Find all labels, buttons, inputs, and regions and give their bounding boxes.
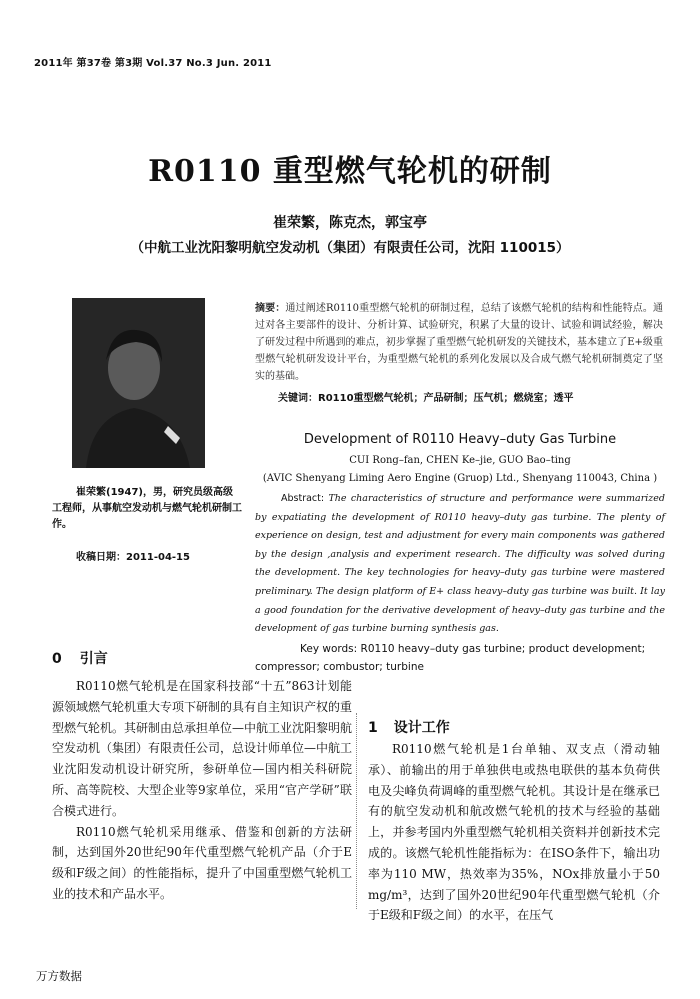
english-affiliation: (AVIC Shenyang Liming Aero Engine (Gruop) Ltd., Shenyang 110043, China ) (262, 473, 658, 484)
column-divider (356, 713, 357, 909)
section-1-para-1: R0110燃气轮机是1台单轴、双支点（滑动轴承）、前输出的用于单独供电或热电联供的基本负荷供电及尖峰负荷调峰的重型燃气轮机。其设计是在继承已有的航空发动机和航改燃气轮机的技术与经验的基础上，并参考国内外重型燃气轮机相关资料并创新技术完成的。该燃气轮机性能指标为：在ISO条件下，输出功率为110 MW，热效率为35%，NOx排放量小于50 mg/m³，达到了国外20世纪90年代重型燃气轮机（介于E级和F级之间）的水平，在压气 (368, 742, 660, 923)
english-authors: CUI Rong–fan, CHEN Ke–jie, GUO Bao–ting (349, 455, 571, 466)
keywords-en-label: Key words: (300, 643, 358, 655)
author-bio: 崔荣繁(1947)，男，研究员级高级工程师，从事航空发动机与燃气轮机研制工作。 (52, 487, 242, 530)
abstract-en-label: Abstract: (281, 493, 325, 504)
keywords-cn (278, 389, 668, 404)
section-0-heading (52, 648, 108, 668)
author-photo (72, 298, 205, 468)
section-0-number: 0 (52, 651, 62, 667)
abstract-en-text: The characteristics of structure and performance were summarized by expatiating the development of R0110 heavy–duty gas turbine. The plenty of experience on design, test and adjustment for every main components was gathered by the design ,analysis and experiment research. The difficulty was solved during the development. The key technologies for heavy–duty gas turbine were mastered preliminary. The design platform of E+ class heavy–duty gas turbine was built. It lay a good foundation for the derivative development of heavy–duty gas turbine and the development of gas turbine burning synthesis gas. (255, 493, 665, 635)
section-0-title: 引言 (79, 651, 108, 667)
abstract-cn-text: 通过阐述R0110重型燃气轮机的研制过程，总结了该燃气轮机的结构和性能特点。通过对各主要部件的设计、分析计算、试验研究，积累了大量的设计、试验和调试经验，解决了研发过程中所遇到的难点，初步掌握了重型燃气轮机研发的关键技术，基本建立了E+级重型燃气轮机研发设计平台，为重型燃气轮机的系列化发展以及合成气燃气轮机研制奠定了坚实的基础。 (255, 303, 664, 382)
section-1-heading (368, 717, 450, 737)
keywords-en-text: R0110 heavy–duty gas turbine; product development; compressor; combustor; turbine (255, 643, 646, 673)
author-portrait-image (72, 298, 205, 468)
affiliation: （中航工业沈阳黎明航空发动机（集团）有限责任公司，沈阳 110015） (130, 240, 570, 256)
section-0-body (52, 676, 352, 905)
footer-watermark: 万方数据 (36, 969, 82, 983)
abstract-cn-label: 摘要： (255, 303, 286, 314)
section-1-body (368, 739, 660, 926)
section-1-title: 设计工作 (393, 720, 450, 736)
keywords-en (255, 640, 665, 676)
received-date: 收稿日期：2011-04-15 (76, 552, 190, 563)
english-title: Development of R0110 Heavy–duty Gas Turbine (303, 432, 617, 447)
abstract-cn (255, 300, 663, 385)
abstract-en (255, 490, 665, 639)
section-0-para-2: R0110燃气轮机采用继承、借鉴和创新的方法研制，达到国外20世纪90年代重型燃气轮机产品（介于E级和F级之间）的性能指标，提升了中国重型燃气轮机工业的技术和产品水平。 (52, 824, 352, 901)
journal-issue-line: 2011年 第37卷 第3期 Vol.37 No.3 Jun. 2011 (34, 58, 272, 69)
section-0-para-1: R0110燃气轮机是在国家科技部“十五”863计划能源领域燃气轮机重大专项下研制的具有自主知识产权的重型燃气轮机。其研制由总承担单位—中航工业沈阳黎明航空发动机（集团）有限责任公司，总设计师单位—中航工业沈阳发动机设计研究所，参研单位—国内相关科研院所、高等院校、大型企业等9家单位，采用“官产学研”联合模式进行。 (52, 679, 353, 818)
paper-title: R0110 重型燃气轮机的研制 (148, 154, 552, 189)
keywords-cn-label: 关键词： (278, 393, 318, 404)
authors: 崔荣繁，陈克杰，郭宝亭 (273, 215, 427, 231)
keywords-cn-text: R0110重型燃气轮机；产品研制；压气机；燃烧室；透平 (318, 393, 574, 404)
section-1-number: 1 (368, 720, 378, 736)
